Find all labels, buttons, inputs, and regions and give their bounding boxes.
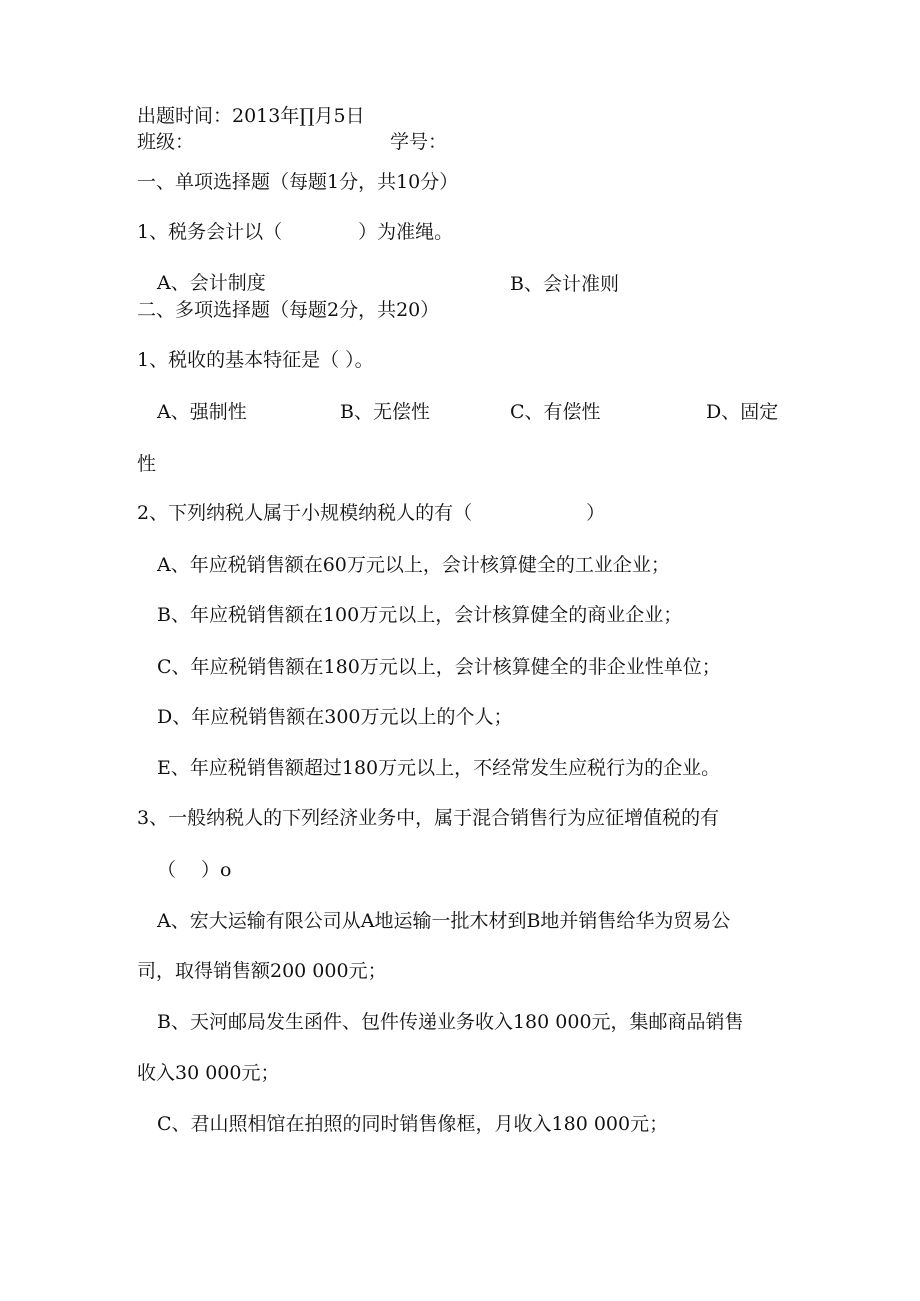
option-b: B、无偿性 bbox=[340, 401, 430, 423]
option-a: A、会计制度 bbox=[157, 272, 266, 294]
section-title: 一、单项选择题（每题1分，共10分） bbox=[137, 171, 459, 193]
option-b: B、年应税销售额在100万元以上，会计核算健全的商业企业； bbox=[157, 604, 683, 626]
option-a: A、强制性 bbox=[157, 401, 247, 423]
option-d-continued: 性 bbox=[137, 453, 157, 475]
question-stem: 1、税收的基本特征是（ ）。 bbox=[137, 349, 374, 371]
option-b: B、天河邮局发生函件、包件传递业务收入180 000元，集邮商品销售 bbox=[157, 1011, 744, 1033]
option-b-continued: 收入30 000元； bbox=[137, 1062, 280, 1084]
option-d: D、固定 bbox=[706, 401, 779, 423]
option-c: C、有偿性 bbox=[510, 401, 601, 423]
option-a: A、年应税销售额在60万元以上，会计核算健全的工业企业； bbox=[157, 554, 670, 576]
question-stem: 3、一般纳税人的下列经济业务中，属于混合销售行为应征增值税的有 bbox=[137, 807, 720, 829]
question-stem: 1、税务会计以（ ）为准绳。 bbox=[137, 221, 454, 243]
exam-date-line: 出题时间：2013年∏月5日 bbox=[137, 105, 365, 127]
option-c: C、君山照相馆在拍照的同时销售像框，月收入180 000元； bbox=[157, 1113, 669, 1135]
question-stem: 2、下列纳税人属于小规模纳税人的有（ ） bbox=[137, 502, 606, 524]
question-stem-continued: （ ）o bbox=[157, 859, 232, 881]
option-a: A、宏大运输有限公司从A地运输一批木材到B地并销售给华为贸易公 bbox=[157, 910, 731, 932]
section-title: 二、多项选择题（每题2分，共20） bbox=[137, 299, 440, 321]
option-d: D、年应税销售额在300万元以上的个人； bbox=[157, 706, 513, 728]
option-a-continued: 司，取得销售额200 000元； bbox=[137, 960, 387, 982]
option-e: E、年应税销售额超过180万元以上，不经常发生应税行为的企业。 bbox=[157, 757, 721, 779]
class-label: 班级： bbox=[137, 131, 195, 153]
option-c: C、年应税销售额在180万元以上，会计核算健全的非企业性单位； bbox=[157, 656, 721, 678]
option-b: B、会计准则 bbox=[510, 273, 619, 295]
student-number-label: 学号： bbox=[390, 131, 448, 153]
